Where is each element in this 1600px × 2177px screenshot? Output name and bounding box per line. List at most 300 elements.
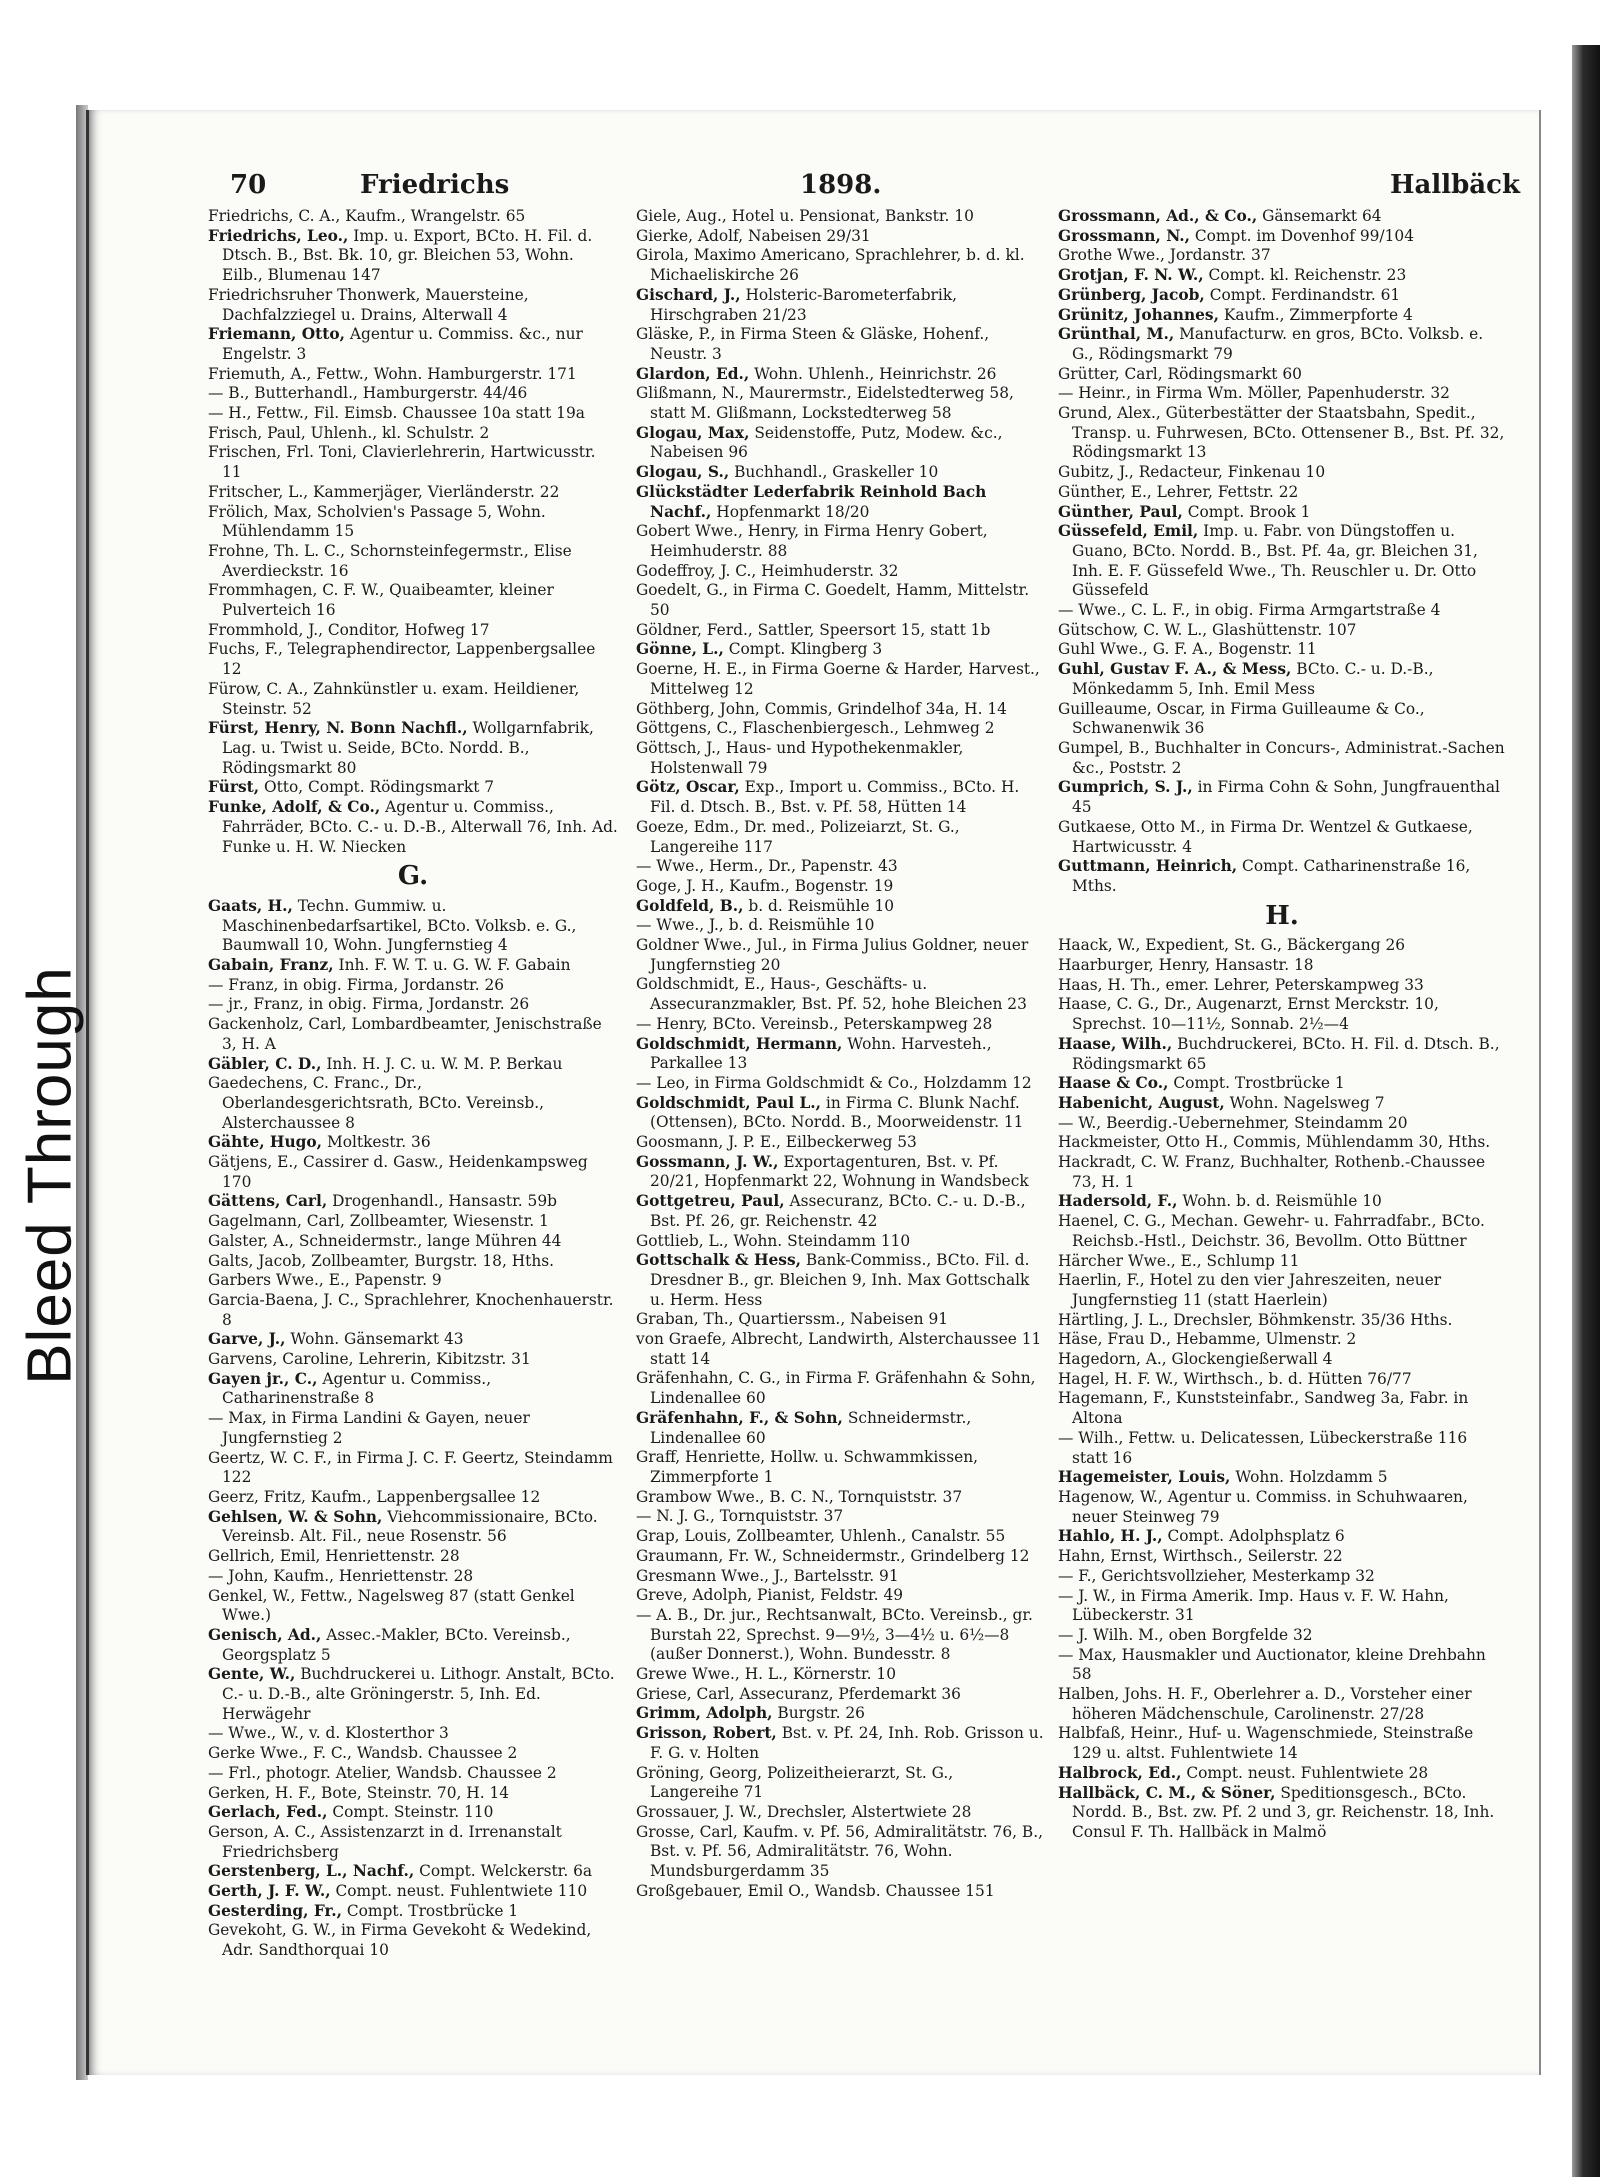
entry-text: Exportagenturen, Bst. v. Pf. 20/21, Hopfenmarkt 22, Wohnung in Wandsbeck [650,1152,1029,1191]
directory-entry [208,384,618,404]
directory-entry [1058,1153,1506,1192]
entry-text: Grambow Wwe., B. C. N., Tornquiststr. 37 [636,1487,963,1506]
directory-entry [208,1212,618,1232]
entry-text: Gellrich, Emil, Henriettenstr. 28 [208,1547,460,1566]
entry-text: Compt. neust. Fuhlentwiete 28 [1181,1763,1429,1782]
entry-text: Galster, A., Schneidermstr., lange Mühren 44 [208,1231,562,1250]
entry-text: Frischen, Frl. Toni, Clavierlehrerin, Hartwicusstr. 11 [208,443,596,482]
entry-text: — N. J. G., Tornquiststr. 37 [636,1507,844,1526]
entry-text: Glißmann, N., Maurermstr., Eidelstedterweg 58, statt M. Glißmann, Lockstedterweg 58 [636,384,1014,423]
entry-name: Götz, Oscar, [636,778,740,797]
header-year: 1898. [800,170,882,200]
directory-entry [208,1547,618,1567]
entry-text: Guilleaume, Oscar, in Firma Guilleaume & Co., Schwanenwik 36 [1058,699,1425,738]
directory-entry [636,1488,1046,1508]
directory-entry [636,916,1046,936]
directory-entry [208,542,618,581]
directory-entry [208,365,618,385]
entry-text: — Max, Hausmakler und Auctionator, kleine Drehbahn 58 [1058,1645,1486,1684]
directory-entry [636,483,1046,522]
directory-entry [636,975,1046,1014]
directory-entry [636,1448,1046,1487]
entry-name: Gäbler, C. D., [208,1054,322,1073]
page-number: 70 [230,170,267,200]
entry-text: Frölich, Max, Scholvien's Passage 5, Wohn. Mühlendamm 15 [208,502,546,541]
entry-name: Gabain, Franz, [208,956,334,975]
directory-entry [208,207,618,227]
entry-text: Goldner Wwe., Jul., in Firma Julius Goldner, neuer Jungfernstieg 20 [636,936,1029,974]
entry-text: Gütschow, C. W. L., Glashüttenstr. 107 [1058,620,1357,639]
directory-entry [636,700,1046,720]
entry-text: Speditionsgesch., BCto. Nordd. B., Bst. zw. Pf. 2 und 3, gr. Reichenstr. 18, Inh. Consul F. Th. Hallbäck in Malmö [1072,1783,1495,1841]
directory-entry [208,1074,618,1133]
directory-entry [208,976,618,996]
directory-entry [636,1665,1046,1685]
entry-text: Bank-Commiss., BCto. Fil. d. Dresdner B., gr. Bleichen 9, Inh. Max Gottschalk u. Herm. Hess [650,1251,1030,1309]
directory-entry [1058,1587,1506,1626]
entry-name: Goldschmidt, Paul L., [636,1093,822,1112]
scan-background [0,0,1600,50]
entry-text: Assecuranz, BCto. C.- u. D.-B., Bst. Pf. 26, gr. Reichenstr. 42 [650,1192,1026,1230]
directory-entry [636,1035,1046,1074]
entry-text: Galts, Jacob, Zollbeamter, Burgstr. 18, Hths. [208,1251,555,1270]
entry-text: Viehcommissionaire, BCto. Vereinsb. Alt. Fil., neue Rosenstr. 56 [222,1507,598,1546]
entry-text: Goeze, Edm., Dr. med., Polizeiarzt, St. G., Langereihe 117 [636,817,960,856]
entry-text: Compt. Steinstr. 110 [327,1803,494,1822]
entry-text: Göttgens, C., Flaschenbiergesch., Lehmweg 2 [636,719,995,738]
entry-text: Gresmann Wwe., J., Bartelsstr. 91 [636,1566,899,1585]
directory-entry [636,463,1046,483]
directory-entry [208,1055,618,1075]
entry-name: Glückstädter Lederfabrik Reinhold Bach Nachf., [636,482,987,521]
directory-entry [1058,1271,1506,1310]
entry-text: Hagemann, F., Kunststeinfabr., Sandweg 3a, Fabr. in Altona [1058,1389,1469,1428]
entry-name: Grotjan, F. N. W., [1058,266,1204,285]
entry-text: Großgebauer, Emil O., Wandsb. Chaussee 151 [636,1881,995,1900]
entry-text: — Frl., photogr. Atelier, Wandsb. Chaussee 2 [208,1763,557,1782]
directory-entry [636,1803,1046,1823]
entry-text: Göthberg, John, Commis, Grindelhof 34a, H. 14 [636,699,1007,718]
entry-text: Grap, Louis, Zollbeamter, Uhlenh., Canalstr. 55 [636,1527,1006,1546]
entry-text: Goerne, H. E., in Firma Goerne & Harder, Harvest., Mittelweg 12 [636,660,1040,698]
directory-entry [208,1921,618,1960]
directory-entry [1058,365,1506,385]
directory-entry [636,1133,1046,1153]
entry-name: Grisson, Robert, [636,1724,777,1743]
entry-text: Imp. u. Export, BCto. H. Fil. d. Dtsch. B., Bst. Bk. 10, gr. Bleichen 53, Wohn. Eilb., Blumenau 147 [222,226,593,285]
directory-entry [636,1094,1046,1133]
entry-text: Buchhandl., Graskeller 10 [729,463,939,482]
directory-entry [636,384,1046,423]
directory-entry [1058,1252,1506,1272]
directory-column-2 [636,207,1046,1901]
directory-entry [208,1232,618,1252]
directory-entry [636,660,1046,699]
entry-name: Gerlach, Fed., [208,1803,328,1822]
directory-entry [1058,1330,1506,1350]
directory-entry [1058,1429,1506,1468]
entry-text: Hahn, Ernst, Wirthsch., Seilerstr. 22 [1058,1547,1343,1566]
directory-entry [208,1882,618,1902]
directory-entry [1058,306,1506,326]
entry-text: b. d. Reismühle 10 [743,896,895,915]
directory-entry [208,778,618,798]
directory-entry [636,1606,1046,1665]
directory-entry [636,1369,1046,1408]
entry-text: Compt. Adolphsplatz 6 [1162,1527,1345,1546]
directory-entry [636,227,1046,247]
directory-entry [1058,384,1506,404]
entry-text: Garvens, Caroline, Lehrerin, Kibitzstr. 31 [208,1350,531,1369]
directory-entry [208,1567,618,1587]
entry-text: Grütter, Carl, Rödingsmarkt 60 [1058,364,1302,383]
entry-name: Gättens, Carl, [208,1192,328,1211]
entry-text: Moltkestr. 36 [322,1133,431,1152]
entry-text: — Wwe., Herm., Dr., Papenstr. 43 [636,857,898,876]
directory-entry [208,1626,618,1665]
directory-entry [1058,936,1506,956]
entry-text: Haack, W., Expedient, St. G., Bäckergang 26 [1058,936,1406,955]
directory-entry [1058,1764,1506,1784]
entry-text: Otto, Compt. Rödingsmarkt 7 [259,778,495,797]
page-header [230,170,1520,204]
entry-text: — A. B., Dr. jur., Rechtsanwalt, BCto. Vereinsb., gr. Burstah 22, Sprechst. 9—9½, 3—4½ u. 6½—8 (außer Donnerst.), Wohn. Bundesstr. 8 [636,1605,1033,1664]
entry-text: Agentur u. Commiss., Fahrräder, BCto. C.- u. D.-B., Alterwall 76, Inh. Ad. Funke u. H. W. Niecken [222,798,618,856]
directory-entry [208,1370,618,1409]
entry-text: Assec.-Makler, BCto. Vereinsb., Georgsplatz 5 [222,1625,571,1664]
directory-entry [208,404,618,424]
entry-name: Fürst, [208,778,260,797]
directory-entry [208,1823,618,1862]
entry-text: Guhl Wwe., G. F. A., Bogenstr. 11 [1058,640,1317,659]
entry-text: Exp., Import u. Commiss., BCto. H. Fil. d. Dtsch. B., Bst. v. Pf. 58, Hütten 14 [650,778,1020,817]
entry-text: Gutkaese, Otto M., in Firma Dr. Wentzel & Gutkaese, Hartwicusstr. 4 [1058,817,1473,856]
entry-text: Härcher Wwe., E., Schlump 11 [1058,1251,1300,1270]
directory-entry [636,286,1046,325]
directory-entry [1058,601,1506,621]
entry-text: Hagel, H. F. W., Wirthsch., b. d. Hütten 76/77 [1058,1369,1412,1388]
directory-entry [636,1547,1046,1567]
entry-text: Göttsch, J., Haus- und Hypothekenmakler, Holstenwall 79 [636,738,964,777]
directory-entry [636,778,1046,817]
directory-entry [636,1192,1046,1231]
entry-text: Compt. neust. Fuhlentwiete 110 [330,1882,588,1901]
directory-entry [208,1291,618,1330]
entry-text: Giele, Aug., Hotel u. Pensionat, Bankstr. 10 [636,207,974,225]
directory-entry [208,1488,618,1508]
entry-text: Gröning, Georg, Polizeitheierarzt, St. G., Langereihe 71 [636,1763,954,1802]
directory-entry [636,365,1046,385]
directory-entry [1058,1114,1506,1134]
directory-entry [208,719,618,778]
directory-entry [636,857,1046,877]
entry-name: Gottschalk & Hess, [636,1251,801,1270]
directory-entry [208,1587,618,1626]
entry-text: Gaedechens, C. Franc., Dr., Oberlandesgerichtsrath, BCto. Vereinsb., Alsterchaussee 8 [208,1074,545,1132]
entry-text: Compt. im Dovenhof 99/104 [1190,226,1414,245]
entry-text: — jr., Franz, in obig. Firma, Jordanstr. 26 [208,995,530,1014]
entry-name: Friemann, Otto, [208,325,346,344]
entry-text: Graumann, Fr. W., Schneidermstr., Grindelberg 12 [636,1546,1030,1565]
directory-entry [208,995,618,1015]
entry-text: Wohn. b. d. Reismühle 10 [1177,1192,1382,1211]
entry-text: Inh. F. W. T. u. G. W. F. Gabain [333,956,571,975]
directory-entry [208,424,618,444]
scan-dark-edge [1572,45,1600,2177]
entry-text: Garcia-Baena, J. C., Sprachlehrer, Knochenhauerstr. 8 [208,1290,614,1329]
entry-name: Garve, J., [208,1330,286,1349]
entry-text: Agentur u. Commiss., Catharinenstraße 8 [222,1369,492,1408]
entry-text: Fritscher, L., Kammerjäger, Vierländerstr. 22 [208,482,560,501]
entry-name: Glardon, Ed., [636,364,750,383]
entry-text: Hackradt, C. W. Franz, Buchhalter, Rothenb.-Chaussee 73, H. 1 [1058,1153,1486,1191]
entry-text: Graff, Henriette, Hollw. u. Schwammkissen, Zimmerpforte 1 [636,1448,979,1486]
entry-name: Gischard, J., [636,285,741,304]
entry-name: Hallbäck, C. M., & Söner, [1058,1783,1276,1802]
entry-text: Günther, E., Lehrer, Fettstr. 22 [1058,482,1299,501]
entry-text: Frommhold, J., Conditor, Hofweg 17 [208,620,490,639]
entry-name: Gesterding, Fr., [208,1901,342,1920]
directory-entry [636,1074,1046,1094]
directory-entry [1058,1488,1506,1527]
entry-text: Grossauer, J. W., Drechsler, Alstertwiete 28 [636,1802,972,1821]
entry-text: Haenel, C. G., Mechan. Gewehr- u. Fahrradfabr., BCto. Reichsb.-Hstl., Deichstr. 36, Bevollm. Otto Büttner [1058,1212,1485,1250]
entry-text: Frisch, Paul, Uhlenh., kl. Schulstr. 2 [208,423,490,442]
entry-text: Buchdruckerei u. Lithogr. Anstalt, BCto. C.- u. D.-B., alte Gröningerstr. 5, Inh. Ed. Herwägehr [222,1665,615,1723]
entry-text: Agentur u. Commiss. &c., nur Engelstr. 3 [222,325,583,363]
directory-entry [636,936,1046,975]
header-left-word: Friedrichs [360,170,510,200]
directory-entry [208,640,618,679]
entry-text: Manufacturw. en gros, BCto. Volksb. e. G., Rödingsmarkt 79 [1072,325,1484,363]
directory-entry [1058,1370,1506,1390]
entry-text: Gobert Wwe., Henry, in Firma Henry Gobert, Heimhuderstr. 88 [636,522,988,560]
entry-text: Compt. Klingberg 3 [723,640,883,659]
entry-text: Gräfenhahn, C. G., in Firma F. Gräfenhahn & Sohn, Lindenallee 60 [636,1369,1036,1408]
entry-text: — Henry, BCto. Vereinsb., Peterskampweg 28 [636,1014,993,1033]
directory-entry [208,1902,618,1922]
entry-text: Compt. Trostbrücke 1 [341,1901,519,1920]
directory-entry [1058,207,1506,227]
entry-text: Haerlin, F., Hotel zu den vier Jahreszeiten, neuer Jungfernstieg 11 (statt Haerlein) [1058,1271,1442,1309]
entry-text: von Graefe, Albrecht, Landwirth, Alsterchaussee 11 statt 14 [636,1330,1042,1368]
entry-text: Compt. Ferdinandstr. 61 [1204,285,1401,304]
entry-name: Fürst, Henry, N. Bonn Nachfl., [208,719,468,738]
directory-entry [636,1507,1046,1527]
entry-name: Günther, Paul, [1058,502,1183,521]
entry-name: Glogau, S., [636,463,730,482]
entry-name: Grossmann, Ad., & Co., [1058,207,1258,225]
entry-text: Gubitz, J., Redacteur, Finkenau 10 [1058,463,1326,482]
entry-text: Garbers Wwe., E., Papenstr. 9 [208,1271,442,1290]
directory-entry [1058,1192,1506,1212]
entry-name: Gerstenberg, L., Nachf., [208,1862,415,1881]
entry-text: Burgstr. 26 [772,1704,865,1723]
directory-entry [208,798,618,857]
entry-text: — Heinr., in Firma Wm. Möller, Papenhuderstr. 32 [1058,384,1450,403]
entry-text: BCto. C.- u. D.-B., Mönkedamm 5, Inh. Emil Mess [1072,660,1434,698]
entry-name: Goldschmidt, Hermann, [636,1034,843,1053]
entry-text: Grewe Wwe., H. L., Körnerstr. 10 [636,1665,897,1684]
entry-text: Wohn. Gänsemarkt 43 [285,1330,464,1349]
directory-entry [1058,246,1506,266]
entry-text: Wollgarnfabrik, Lag. u. Twist u. Seide, BCto. Nordd. B., Rödingsmarkt 80 [222,719,594,777]
directory-entry [636,1586,1046,1606]
entry-text: Gerson, A. C., Assistenzarzt in d. Irrenanstalt Friedrichsberg [208,1822,562,1861]
entry-name: Genisch, Ad., [208,1625,322,1644]
entry-text: Gumpel, B., Buchhalter in Concurs-, Administrat.-Sachen &c., Poststr. 2 [1058,738,1505,777]
entry-text: Wohn. Nagelsweg 7 [1224,1093,1385,1112]
directory-entry [208,286,618,325]
directory-entry [1058,778,1506,817]
header-right-word: Hallbäck [1389,170,1520,200]
entry-text: Compt. Welckerstr. 6a [414,1862,593,1881]
directory-entry [1058,1547,1506,1567]
entry-name: Grossmann, N., [1058,226,1190,245]
directory-entry [208,1784,618,1804]
entry-name: Gähte, Hugo, [208,1133,323,1152]
directory-entry [1058,1527,1506,1547]
entry-text: Geertz, W. C. F., in Firma J. C. F. Geertz, Steindamm 122 [208,1448,613,1487]
entry-name: Grünitz, Johannes, [1058,305,1219,324]
directory-entry [208,680,618,719]
directory-entry [1058,1468,1506,1488]
directory-entry [1058,404,1506,463]
entry-name: Funke, Adolf, & Co., [208,798,381,817]
entry-name: Gräfenhahn, F., & Sohn, [636,1408,843,1427]
section-letter: G. [397,861,429,892]
directory-entry [1058,286,1506,306]
entry-text: Goosmann, J. P. E., Eilbeckerweg 53 [636,1133,917,1152]
entry-text: Göldner, Ferd., Sattler, Speersort 15, statt 1b [636,620,991,639]
directory-entry [208,1133,618,1153]
directory-entry [636,1310,1046,1330]
entry-text: Buchdruckerei, BCto. H. Fil. d. Dtsch. B., Rödingsmarkt 65 [1072,1034,1500,1073]
directory-entry [636,424,1046,463]
directory-entry [636,877,1046,897]
entry-text: Wohn. Holzdamm 5 [1230,1468,1388,1487]
entry-text: Gottlieb, L., Wohn. Steindamm 110 [636,1231,911,1250]
entry-text: Wohn. Uhlenh., Heinrichstr. 26 [749,364,997,383]
directory-entry [208,503,618,542]
bleed-through-label: Bleed Through [15,966,85,1385]
directory-entry [636,1015,1046,1035]
directory-entry [636,818,1046,857]
entry-text: Goldschmidt, E., Haus-, Geschäfts- u. Assecuranzmakler, Bst. Pf. 52, hohe Bleichen 23 [636,975,1027,1014]
directory-entry [1058,1133,1506,1153]
entry-text: Halben, Johs. H. F., Oberlehrer a. D., Vorsteher einer höheren Mädchenschule, Carolinenstr. 27/28 [1058,1685,1472,1723]
directory-entry [636,246,1046,285]
directory-entry [208,1192,618,1212]
directory-entry [1058,621,1506,641]
directory-entry [208,1508,618,1547]
entry-text: Drogenhandl., Hansastr. 59b [327,1192,557,1211]
entry-text: Compt. kl. Reichenstr. 23 [1203,266,1407,285]
entry-name: Gumprich, S. J., [1058,778,1193,797]
directory-entry [636,1882,1046,1902]
entry-text: Haarburger, Henry, Hansastr. 18 [1058,956,1314,975]
entry-text: Gänsemarkt 64 [1257,207,1382,225]
directory-entry [1058,227,1506,247]
entry-name: Grimm, Adolph, [636,1704,773,1723]
entry-text: Greve, Adolph, Pianist, Feldstr. 49 [636,1586,904,1605]
directory-entry [1058,1350,1506,1370]
directory-entry [1058,1094,1506,1114]
directory-entry [208,1409,618,1448]
entry-name: Grünberg, Jacob, [1058,285,1205,304]
entry-name: Habenicht, August, [1058,1093,1225,1112]
directory-entry [1058,976,1506,996]
entry-name: Halbrock, Ed., [1058,1763,1182,1782]
directory-entry [1058,325,1506,364]
entry-text: Girola, Maximo Americano, Sprachlehrer, b. d. kl. Michaeliskirche 26 [636,246,1025,285]
directory-entry [1058,503,1506,523]
entry-name: Gehlsen, W. & Sohn, [208,1507,383,1526]
entry-name: Friedrichs, Leo., [208,226,349,245]
entry-text: — Max, in Firma Landini & Gayen, neuer Jungfernstieg 2 [208,1409,530,1447]
entry-text: Seidenstoffe, Putz, Modew. &c., Nabeisen 96 [650,423,1003,462]
directory-entry [636,1409,1046,1448]
directory-entry [1058,463,1506,483]
directory-entry [1058,1685,1506,1724]
entry-text: Compt. Brook 1 [1182,502,1311,521]
directory-entry [636,739,1046,778]
directory-entry [1058,640,1506,660]
entry-text: Friemuth, A., Fettw., Wohn. Hamburgerstr. 171 [208,364,577,383]
entry-name: Grünthal, M., [1058,325,1175,344]
entry-text: Gerke Wwe., F. C., Wandsb. Chaussee 2 [208,1744,518,1763]
entry-name: Gaats, H., [208,896,293,915]
directory-entry [208,1862,618,1882]
directory-entry [636,1704,1046,1724]
entry-text: Kaufm., Zimmerpforte 4 [1218,305,1413,324]
directory-entry [636,1567,1046,1587]
directory-entry [1058,660,1506,699]
entry-name: Gossmann, J. W., [636,1152,779,1171]
directory-column-1 [208,207,618,1961]
entry-text: — F., Gerichtsvollzieher, Mesterkamp 32 [1058,1566,1375,1585]
directory-entry [636,581,1046,620]
directory-entry [208,227,618,286]
directory-entry [1058,700,1506,739]
directory-entry [1058,818,1506,857]
directory-entry [1058,1074,1506,1094]
directory-entry [208,325,618,364]
entry-text: Härtling, J. L., Drechsler, Böhmkenstr. 35/36 Hths. [1058,1310,1453,1329]
entry-text: Grund, Alex., Güterbestätter der Staatsbahn, Spedit., Transp. u. Fuhrwesen, BCto. Ottensener B., Bst. Pf. 32, Rödingsmarkt 13 [1058,404,1505,462]
entry-name: Guttmann, Heinrich, [1058,857,1238,876]
entry-text: Gierke, Adolf, Nabeisen 29/31 [636,226,871,245]
directory-entry [636,1330,1046,1369]
entry-name: Gayen jr., C., [208,1369,318,1388]
directory-entry [636,640,1046,660]
directory-entry [208,1803,618,1823]
entry-text: — B., Butterhandl., Hamburgerstr. 44/46 [208,384,528,403]
directory-entry [208,1764,618,1784]
entry-text: Haas, H. Th., emer. Lehrer, Peterskampweg 33 [1058,975,1424,994]
directory-entry [636,325,1046,364]
directory-entry [636,562,1046,582]
entry-text: Gerken, H. F., Bote, Steinstr. 70, H. 14 [208,1783,510,1802]
directory-column-3 [1058,207,1506,1843]
entry-text: Holsteric-Barometerfabrik, Hirschgraben 21/23 [650,285,958,324]
entry-text: in Firma Cohn & Sohn, Jungfrauenthal 45 [1072,778,1500,817]
directory-entry [208,1744,618,1764]
directory-entry [636,897,1046,917]
entry-text: — Wwe., C. L. F., in obig. Firma Armgartstraße 4 [1058,601,1441,620]
entry-name: Gottgetreu, Paul, [636,1192,785,1211]
entry-text: Haase, C. G., Dr., Augenarzt, Ernst Merckstr. 10, Sprechst. 10—11½, Sonnab. 2½—4 [1058,995,1439,1034]
